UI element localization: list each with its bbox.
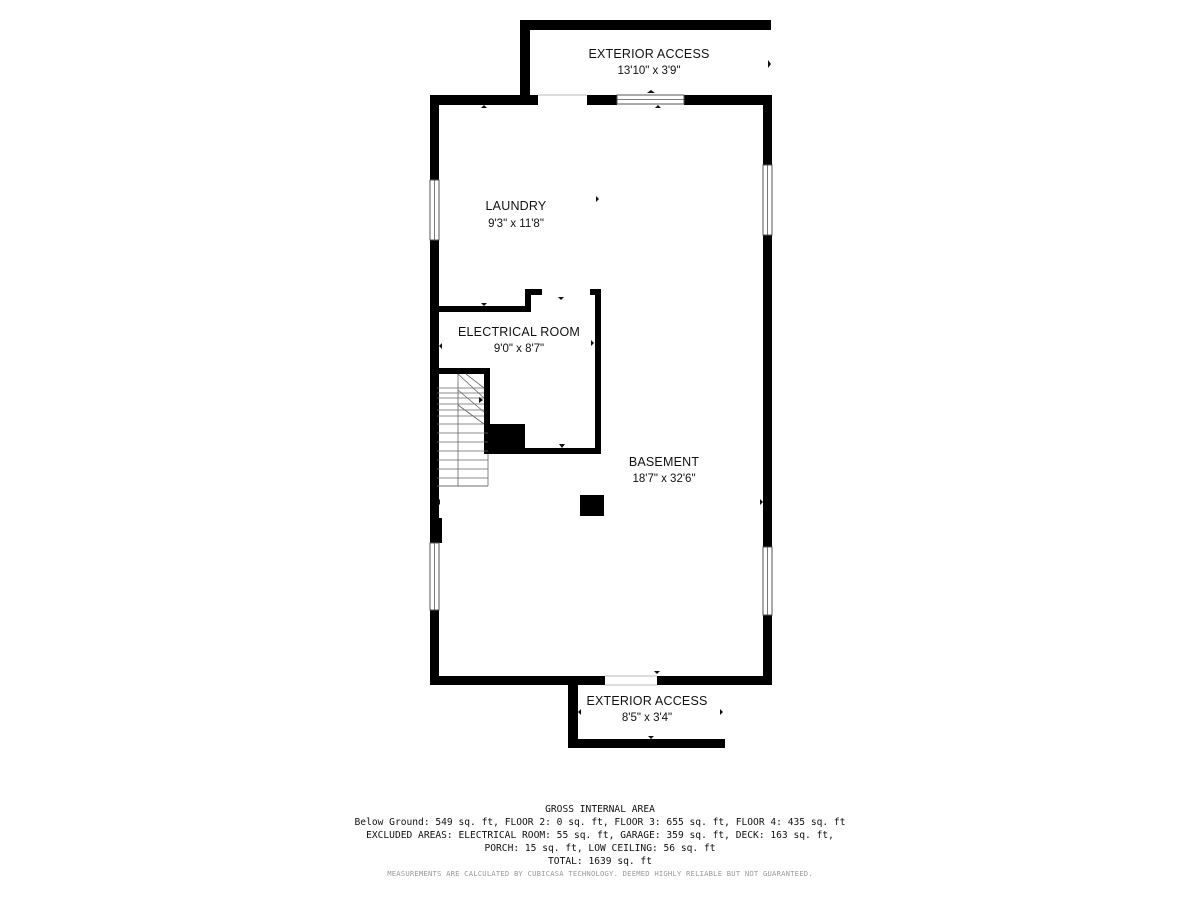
staircase	[437, 374, 488, 486]
room-name-electrical: ELECTRICAL ROOM	[457, 325, 581, 339]
room-dims-exterior-top: 13'10" x 3'9"	[617, 65, 681, 77]
area-summary-line-1: Below Ground: 549 sq. ft, FLOOR 2: 0 sq. ft, FLOOR 3: 655 sq. ft, FLOOR 4: 435 sq. ft	[354, 817, 846, 828]
area-summary-total: TOTAL: 1639 sq. ft	[548, 856, 652, 867]
room-name-exterior-bottom: EXTERIOR ACCESS	[586, 694, 708, 708]
column	[580, 495, 604, 516]
room-dims-basement: 18'7" x 32'6"	[632, 473, 696, 485]
area-summary-title: GROSS INTERNAL AREA	[545, 804, 655, 815]
area-summary	[0, 803, 1200, 879]
area-summary-line-2: EXCLUDED AREAS: ELECTRICAL ROOM: 55 sq. ft, GARAGE: 359 sq. ft, DECK: 163 sq. ft,	[366, 830, 834, 841]
area-summary-line-3: PORCH: 15 sq. ft, LOW CEILING: 56 sq. ft	[484, 843, 716, 854]
interior-walls	[430, 289, 604, 516]
room-dims-electrical: 9'0" x 8'7"	[493, 343, 545, 355]
room-name-laundry: LAUNDRY	[485, 199, 547, 213]
room-name-exterior-top: EXTERIOR ACCESS	[588, 47, 710, 61]
room-name-basement: BASEMENT	[628, 455, 700, 469]
disclaimer: MEASUREMENTS ARE CALCULATED BY CUBICASA TECHNOLOGY. DEEMED HIGHLY RELIABLE BUT NOT GUARANTEED.	[387, 869, 813, 878]
room-dims-laundry: 9'3" x 11'8"	[488, 218, 544, 230]
room-dims-exterior-bottom: 8'5" x 3'4"	[621, 712, 673, 724]
